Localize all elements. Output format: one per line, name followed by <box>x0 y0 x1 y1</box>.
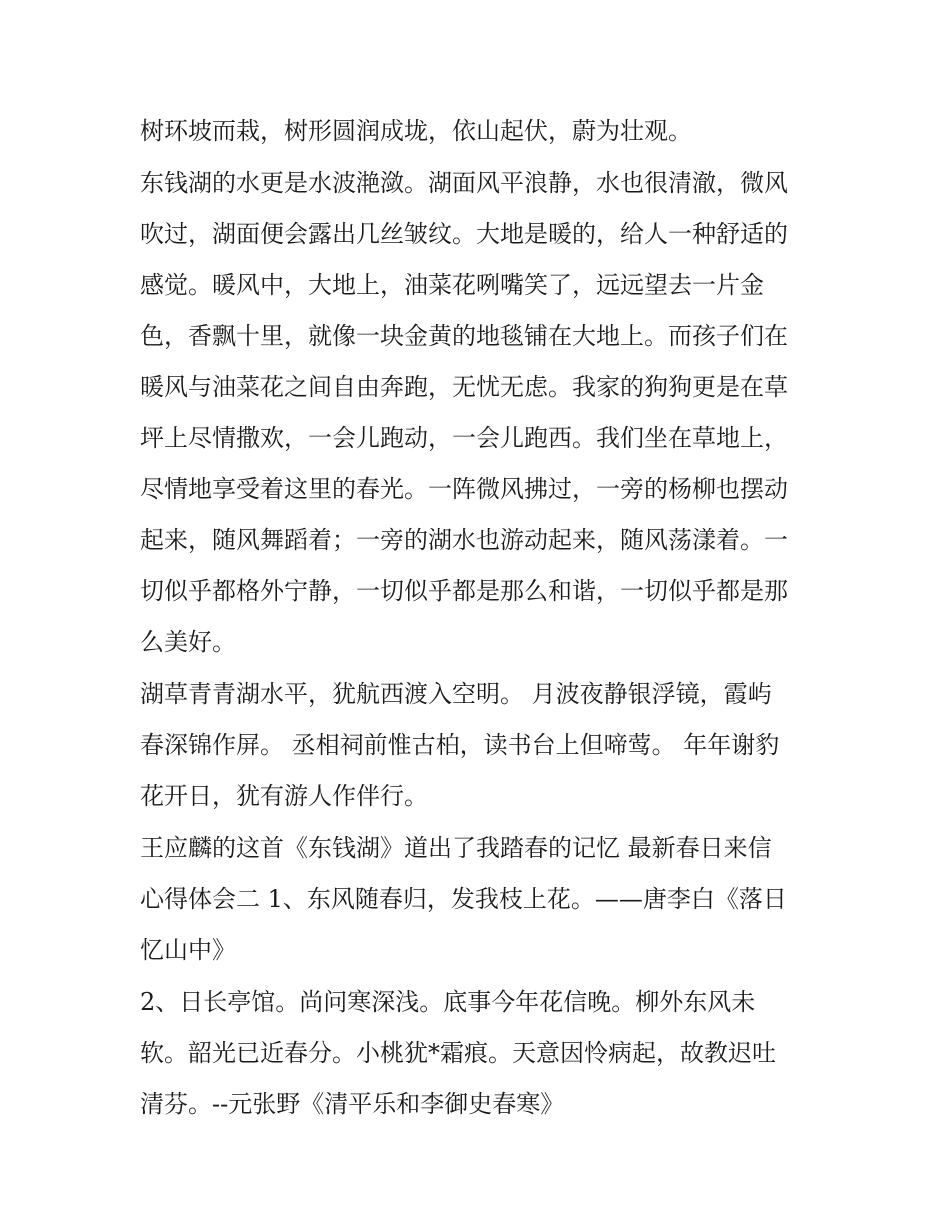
text-line: 软。韶光已近春分。小桃犹*霜痕。天意因怜病起，故教迟吐 <box>140 1039 776 1067</box>
paragraph-3 <box>140 675 820 815</box>
document-body <box>140 112 820 1123</box>
text-line: 色，香飘十里，就像一块金黄的地毯铺在大地上。而孩子们在 <box>140 322 788 350</box>
text-line: 尽情地享受着这里的春光。一阵微风拂过，一旁的杨柳也摆动 <box>140 475 788 503</box>
text-line: 清芬。--元张野《清平乐和李御史春寒》 <box>140 1090 565 1118</box>
text-line: 坪上尽情撒欢，一会儿跑动，一会儿跑西。我们坐在草地上， <box>140 424 788 452</box>
text-line: 感觉。暖风中，大地上，油菜花咧嘴笑了，远远望去一片金 <box>140 271 764 299</box>
text-line: 忆山中》 <box>140 936 236 964</box>
text-line: 切似乎都格外宁静，一切似乎都是那么和谐，一切似乎都是那 <box>140 577 788 605</box>
text-line: 起来，随风舞蹈着；一旁的湖水也游动起来，随风荡漾着。一 <box>140 526 788 554</box>
paragraph-4 <box>140 829 820 969</box>
text-line: 2、日长亭馆。尚问寒深浅。底事今年花信晚。柳外东风未 <box>140 988 756 1016</box>
paragraph-1 <box>140 112 820 150</box>
text-line: 吹过，湖面便会露出几丝皱纹。大地是暖的，给人一种舒适的 <box>140 220 788 248</box>
text-line: 心得体会二 1、东风随春归，发我枝上花。——唐李白《落日 <box>140 885 787 913</box>
text-line: 花开日，犹有游人作伴行。 <box>140 782 428 810</box>
text-line: 湖草青青湖水平，犹航西渡入空明。 月波夜静银浮镜，霞屿 <box>140 680 772 708</box>
text-line: 东钱湖的水更是水波滟潋。湖面风平浪静，水也很清澈，微风 <box>140 169 788 197</box>
paragraph-5 <box>140 983 820 1123</box>
text-line: 王应麟的这首《东钱湖》道出了我踏春的记忆 最新春日来信 <box>140 834 772 862</box>
text-line: 么美好。 <box>140 628 236 656</box>
text-line: 暖风与油菜花之间自由奔跑，无忧无虑。我家的狗狗更是在草 <box>140 373 788 401</box>
paragraph-2 <box>140 164 820 661</box>
text-line: 树环坡而栽，树形圆润成垅，依山起伏，蔚为壮观。 <box>140 117 692 145</box>
text-line: 春深锦作屏。 丞相祠前惟古柏，读书台上但啼莺。 年年谢豹 <box>140 731 780 759</box>
